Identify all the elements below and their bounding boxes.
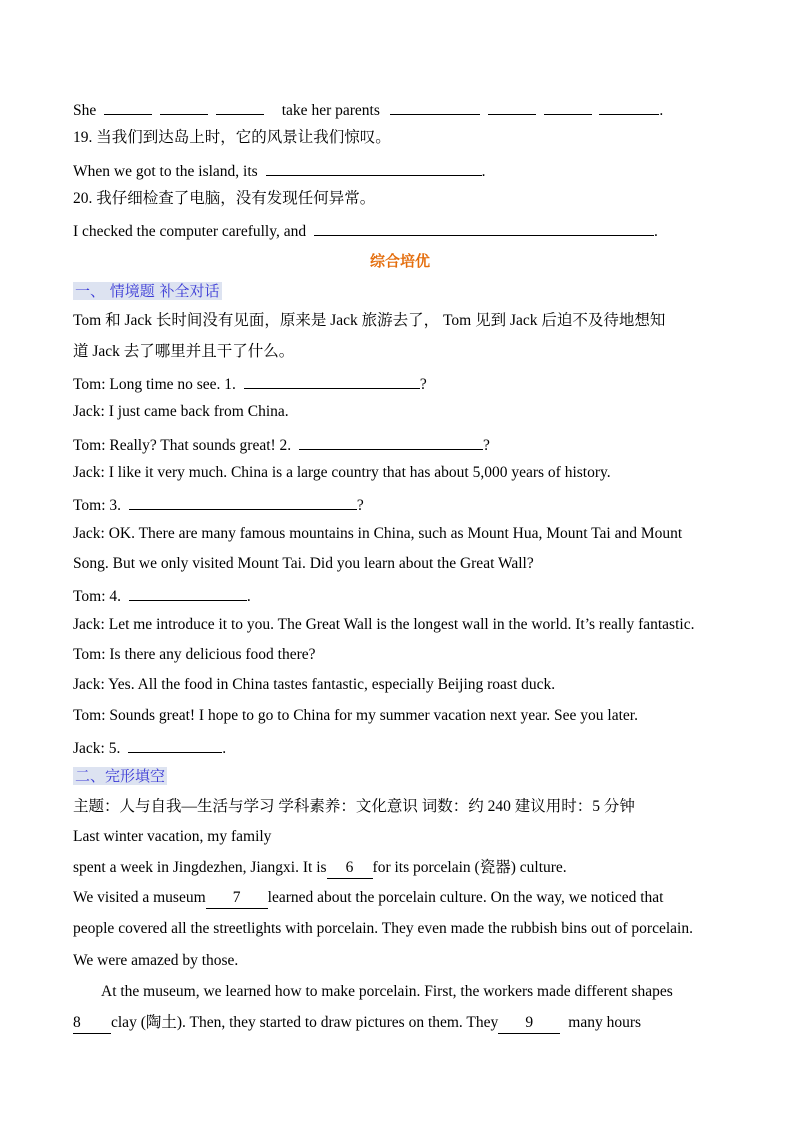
passage-line-6: At the museum, we learned how to make porcelain. First, the workers made different shapes [101, 983, 673, 1000]
q18-blank-7[interactable] [599, 98, 659, 115]
q19-chinese: 19. 当我们到达岛上时，它的风景让我们惊叹。 [73, 129, 391, 146]
q18-blank-5[interactable] [488, 98, 536, 115]
cloze-blank-6[interactable]: 6 [327, 858, 373, 879]
q20-prefix: I checked the computer carefully, and [73, 223, 307, 240]
part1-heading: 一、 情境题 补全对话 [75, 282, 220, 300]
q18-middle: take her parents [281, 102, 380, 119]
q20-english-line: I checked the computer carefully, and . [73, 219, 658, 242]
q19-blank[interactable] [266, 159, 482, 176]
dialogue-line-6: Jack: OK. There are many famous mountains in China, such as Mount Hua, Mount Tai and Mount [73, 525, 683, 542]
part1-heading-wrap [73, 281, 222, 302]
passage-line-5: We were amazed by those. [73, 952, 239, 969]
passage-line-7 [73, 1013, 641, 1034]
q20-chinese: 20. 我仔细检查了电脑，没有发现任何异常。 [73, 190, 376, 207]
cloze-blank-7[interactable]: 7 [206, 888, 268, 909]
part1-intro-line2: 道 Jack 去了哪里并且干了什么。 [73, 343, 295, 360]
dialogue-line-8: Tom: 4. . [73, 584, 251, 607]
passage-line-4: people covered all the streetlights with porcelain. They even made the rubbish bins out of porcelain. [73, 920, 693, 937]
passage-text-3a: We visited a museum [73, 889, 206, 906]
q19-english-line: When we got to the island, its . [73, 159, 485, 182]
q20-blank[interactable] [314, 219, 654, 236]
dialogue-line-5: Tom: 3. ? [73, 493, 364, 516]
dialogue-line-11: Jack: Yes. All the food in China tastes fantastic, especially Beijing roast duck. [73, 676, 556, 693]
passage-text-2a: spent a week in Jingdezhen, Jiangxi. It is [73, 859, 327, 876]
passage-line-3 [73, 888, 663, 909]
dialogue-text-1: Tom: Long time no see. 1. [73, 376, 236, 393]
dialogue-line-1: Tom: Long time no see. 1. ? [73, 372, 427, 395]
dialogue-line-7: Song. But we only visited Mount Tai. Did you learn about the Great Wall? [73, 555, 534, 572]
part2-heading: 二、完形填空 [75, 767, 166, 785]
dialogue-text-13: Jack: 5. [73, 740, 121, 757]
dialogue-text-3: Tom: Really? That sounds great! 2. [73, 437, 292, 454]
dialogue-line-2: Jack: I just came back from China. [73, 403, 289, 420]
dialogue-text-5: Tom: 3. [73, 497, 121, 514]
q18-blank-2[interactable] [160, 98, 208, 115]
dialogue-blank-5[interactable] [128, 736, 222, 753]
part2-meta: 主题：人与自我—生活与学习 学科素养：文化意识 词数：约 240 建议用时：5 分钟 [73, 798, 635, 815]
dialogue-blank-4[interactable] [129, 584, 247, 601]
dialogue-text-8: Tom: 4. [73, 588, 121, 605]
passage-text-7b: many hours [568, 1014, 642, 1031]
q18-blank-3[interactable] [216, 98, 264, 115]
q18-blank-1[interactable] [104, 98, 152, 115]
dialogue-line-4: Jack: I like it very much. China is a large country that has about 5,000 years of history. [73, 464, 611, 481]
passage-text-2b: for its porcelain (瓷器) culture. [372, 859, 567, 876]
dialogue-blank-3[interactable] [129, 493, 357, 510]
passage-line-2 [73, 858, 567, 879]
dialogue-blank-1[interactable] [244, 372, 420, 389]
passage-text-3b: learned about the porcelain culture. On the way, we noticed that [267, 889, 664, 906]
section-title: 综合培优 [369, 252, 430, 270]
cloze-blank-8[interactable]: 8 [73, 1013, 111, 1034]
cloze-blank-9[interactable]: 9 [498, 1013, 560, 1034]
passage-text-7a: clay (陶土). Then, they started to draw pictures on them. They [111, 1014, 499, 1031]
dialogue-line-9: Jack: Let me introduce it to you. The Great Wall is the longest wall in the world. It’s really fantastic. [73, 616, 695, 633]
q18-prefix: She [73, 102, 97, 119]
q19-prefix: When we got to the island, its [73, 163, 258, 180]
dialogue-line-3: Tom: Really? That sounds great! 2. ? [73, 433, 490, 456]
part2-heading-wrap [73, 766, 167, 787]
part1-intro-line1: Tom 和 Jack 长时间没有见面，原来是 Jack 旅游去了， Tom 见到 Jack 后迫不及待地想知 [73, 312, 666, 329]
q18-blank-6[interactable] [544, 98, 592, 115]
q18-blank-4[interactable] [390, 98, 480, 115]
passage-line-1: Last winter vacation, my family [73, 828, 272, 845]
dialogue-blank-2[interactable] [299, 433, 483, 450]
dialogue-line-10: Tom: Is there any delicious food there? [73, 646, 316, 663]
dialogue-line-13: Jack: 5. . [73, 736, 226, 759]
q18-line: She take her parents . [73, 98, 663, 121]
dialogue-line-12: Tom: Sounds great! I hope to go to China for my summer vacation next year. See you later. [73, 707, 638, 724]
